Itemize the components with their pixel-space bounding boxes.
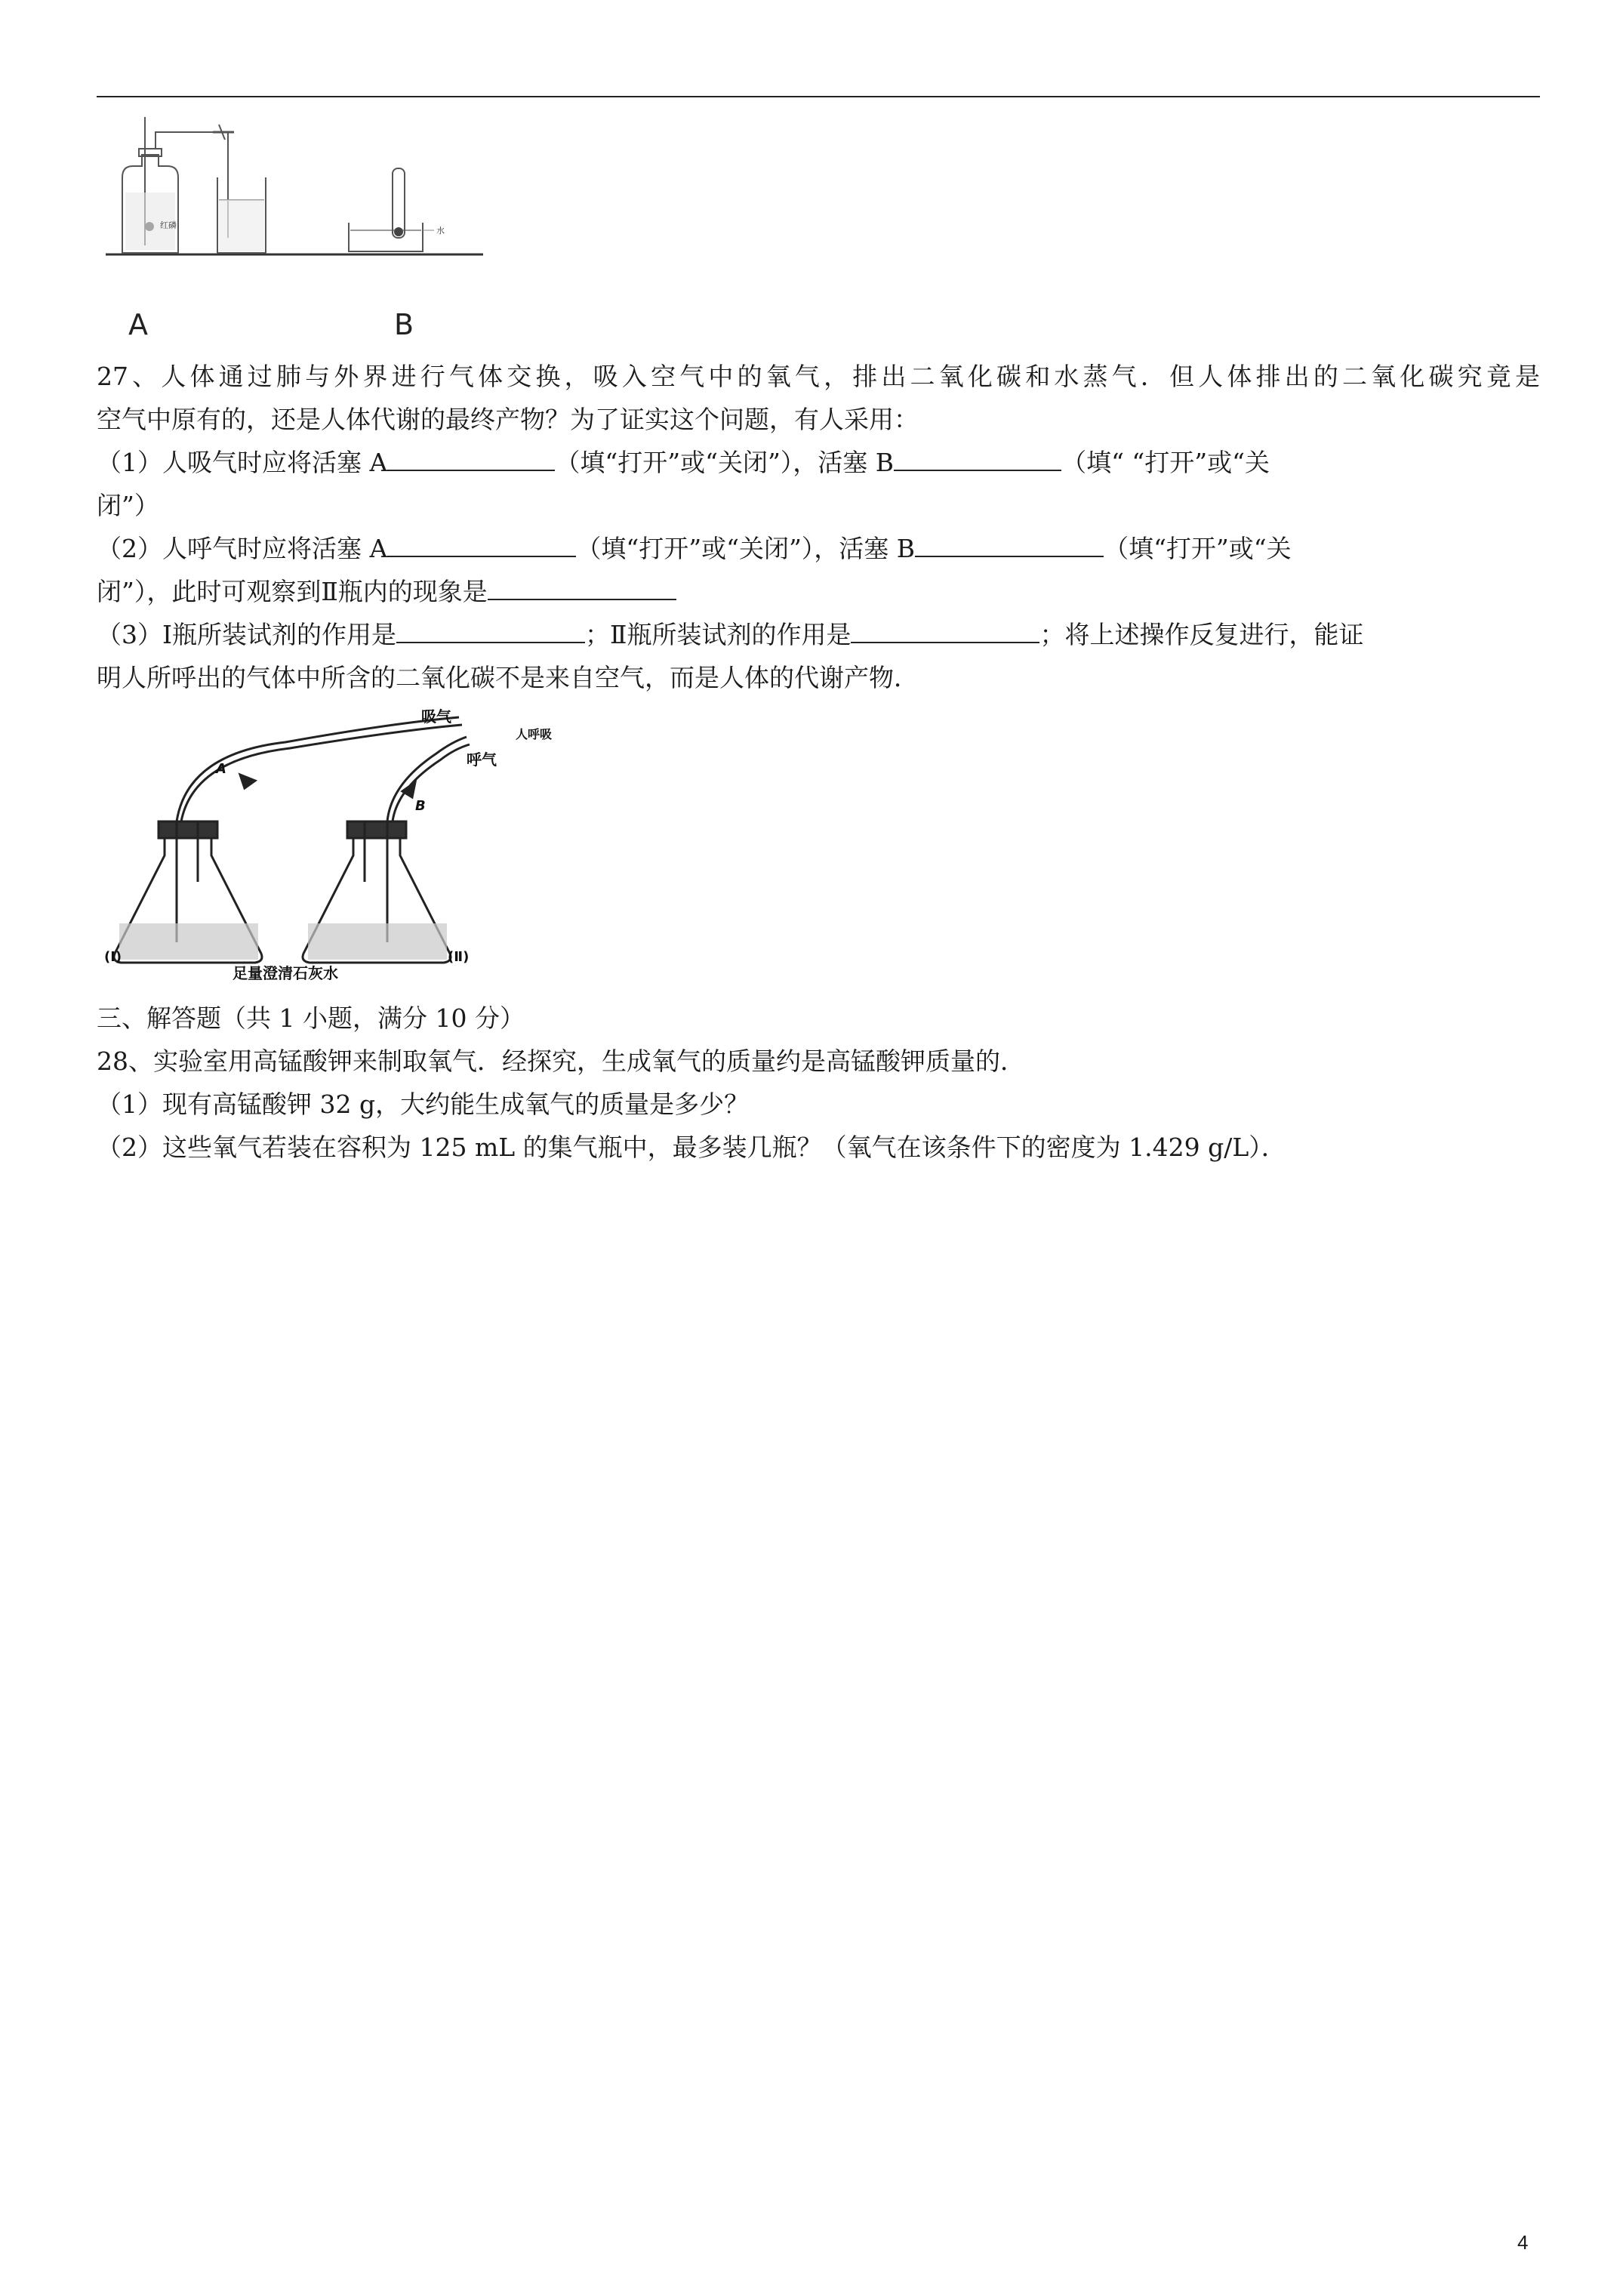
q28-part1: （1）现有高锰酸钾 32 g，大约能生成氧气的质量是多少？ [97,1089,750,1119]
q27-part2-text-c: （填“打开”或“关 [1104,534,1292,563]
figure1-labels [128,308,445,346]
q27-part1-text-a: （1）人吸气时应将活塞 A [97,448,388,477]
q27-part2-text-a: （2）人呼气时应将活塞 A [97,534,388,563]
q27-part3 [97,613,1540,656]
question-27 [97,355,1540,699]
answer-blank-q27-1-valve-b[interactable] [894,442,1061,471]
answer-blank-q27-2-valve-a[interactable] [387,529,576,557]
fig1-inner-label-phosphorus: 红磷 [160,220,177,230]
section-3-heading: 三、解答题（共 1 小题，满分 10 分） [97,1003,525,1033]
answer-blank-q27-3-bottle2[interactable] [851,615,1039,643]
q27-stem-line1: 27、人体通过肺与外界进行气体交换，吸入空气中的氧气，排出二氧化碳和水蒸气．但人体排出的二氧化碳究竟是 [97,362,1540,391]
figure-breathing-apparatus [104,708,565,980]
page-number: 4 [1517,2231,1529,2254]
q27-part3-text-b: ；Ⅱ瓶所装试剂的作用是 [585,620,852,649]
q28-part2: （2）这些氧气若装在容积为 125 mL 的集气瓶中，最多装几瓶？（氧气在该条件下的密度为 1.429 g/L）． [97,1133,1286,1162]
answer-blank-q27-3-bottle1[interactable] [396,615,585,643]
fig2-label-exhale: 呼气 [467,750,497,769]
answer-blank-q27-2-phenomenon[interactable] [488,572,676,600]
fig2-label-bottle-1: (Ⅰ) [104,949,122,965]
figure1-label-b: B [394,308,414,341]
fig2-label-inhale: 吸气 [421,708,451,726]
q27-part3-text-c: ；将上述操作反复进行，能证 [1039,620,1364,649]
fig1-inner-label-water: 水 [436,226,445,236]
q27-part1-text-b: （填“打开”或“关闭”），活塞 B [555,448,895,477]
fig2-label-reagent: 足量澄清石灰水 [233,964,338,980]
fig2-label-valve-a: A [216,761,226,777]
figure-phosphorus-apparatus [106,102,498,264]
q27-part1 [97,441,1540,484]
fig2-label-bottle-2: (Ⅱ) [448,949,470,965]
fig2-label-valve-b: B [415,798,426,814]
answer-blank-q27-2-valve-b[interactable] [915,529,1104,557]
figure1-label-a: A [128,308,148,341]
q27-part1-cont: 闭”） [97,491,159,520]
fig2-label-person: 人呼吸 [516,727,553,741]
q27-part1-text-c: （填“ “打开”或“关 [1061,448,1270,477]
q28-stem: 28、实验室用高锰酸钾来制取氧气．经探究，生成氧气的质量约是高锰酸钾质量的． [97,1046,1025,1076]
header-rule [97,96,1540,97]
section-3 [97,997,1540,1169]
q27-part2-cont [97,570,1540,613]
q27-stem-line2: 空气中原有的，还是人体代谢的最终产物？为了证实这个问题，有人采用： [97,405,919,434]
q27-part2-text-b: （填“打开”或“关闭”），活塞 B [576,534,916,563]
q27-part2 [97,527,1540,570]
q27-part2-text-d: 闭”），此时可观察到Ⅱ瓶内的现象是 [97,577,488,606]
q27-part3-text-a: （3）Ⅰ瓶所装试剂的作用是 [97,620,397,649]
answer-blank-q27-1-valve-a[interactable] [387,442,555,471]
q27-part3-cont: 明人所呼出的气体中所含的二氧化碳不是来自空气，而是人体的代谢产物． [97,663,919,692]
